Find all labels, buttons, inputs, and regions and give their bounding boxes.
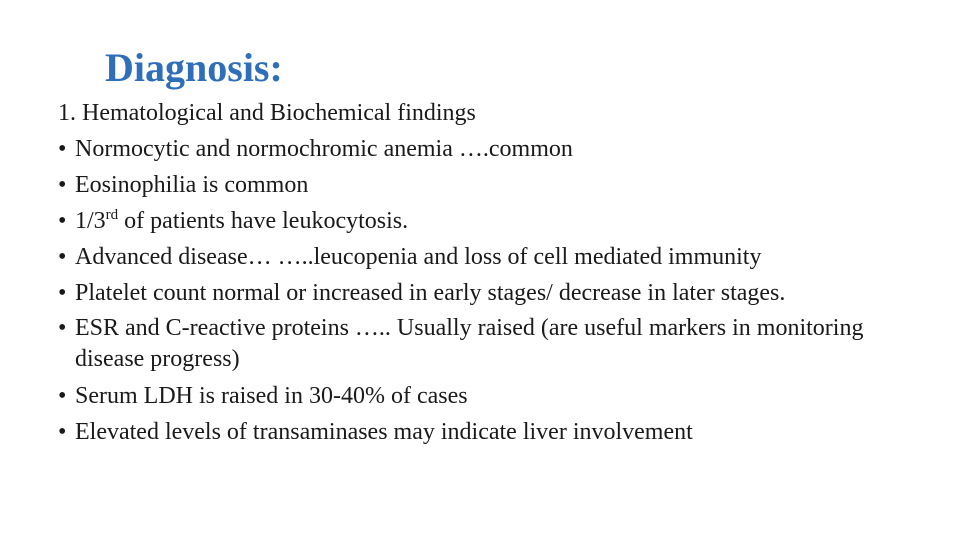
list-item [58, 203, 938, 239]
bullet-icon: • [58, 383, 67, 409]
list-item-text: Normocytic and normochromic anemia ….common [75, 136, 573, 162]
slide-title: Diagnosis: [105, 45, 283, 90]
list-item-text: Platelet count normal or increased in early stages/ decrease in later stages. [75, 280, 786, 306]
list-item [58, 275, 938, 311]
list-item [58, 239, 938, 275]
bullet-icon: • [58, 315, 67, 341]
bullet-icon: • [58, 208, 67, 234]
bullet-icon: • [58, 280, 67, 306]
list-item-text: ESR and C-reactive proteins ….. Usually raised (are useful markers in monitoring disease progress) [75, 315, 864, 372]
list-item [58, 167, 938, 203]
slide-body [58, 95, 938, 450]
list-item [58, 414, 938, 450]
ordinal-superscript: rd [105, 207, 119, 223]
fraction-text: 1/3 [75, 208, 106, 234]
list-item [58, 378, 938, 414]
bullet-icon: • [58, 136, 67, 162]
list-item-text [75, 208, 408, 234]
findings-list [58, 131, 938, 450]
list-item-text: Serum LDH is raised in 30-40% of cases [75, 383, 468, 409]
section-heading: 1. Hematological and Biochemical findings [58, 100, 476, 126]
list-item [58, 311, 938, 378]
list-item [58, 131, 938, 167]
list-item-text-rest: of patients have leukocytosis. [118, 208, 409, 234]
list-item-text: Elevated levels of transaminases may indicate liver involvement [75, 419, 693, 445]
list-item-text: Advanced disease… …..leucopenia and loss of cell mediated immunity [75, 244, 762, 270]
bullet-icon: • [58, 244, 67, 270]
list-item-text: Eosinophilia is common [75, 172, 309, 198]
bullet-icon: • [58, 419, 67, 445]
bullet-icon: • [58, 172, 67, 198]
